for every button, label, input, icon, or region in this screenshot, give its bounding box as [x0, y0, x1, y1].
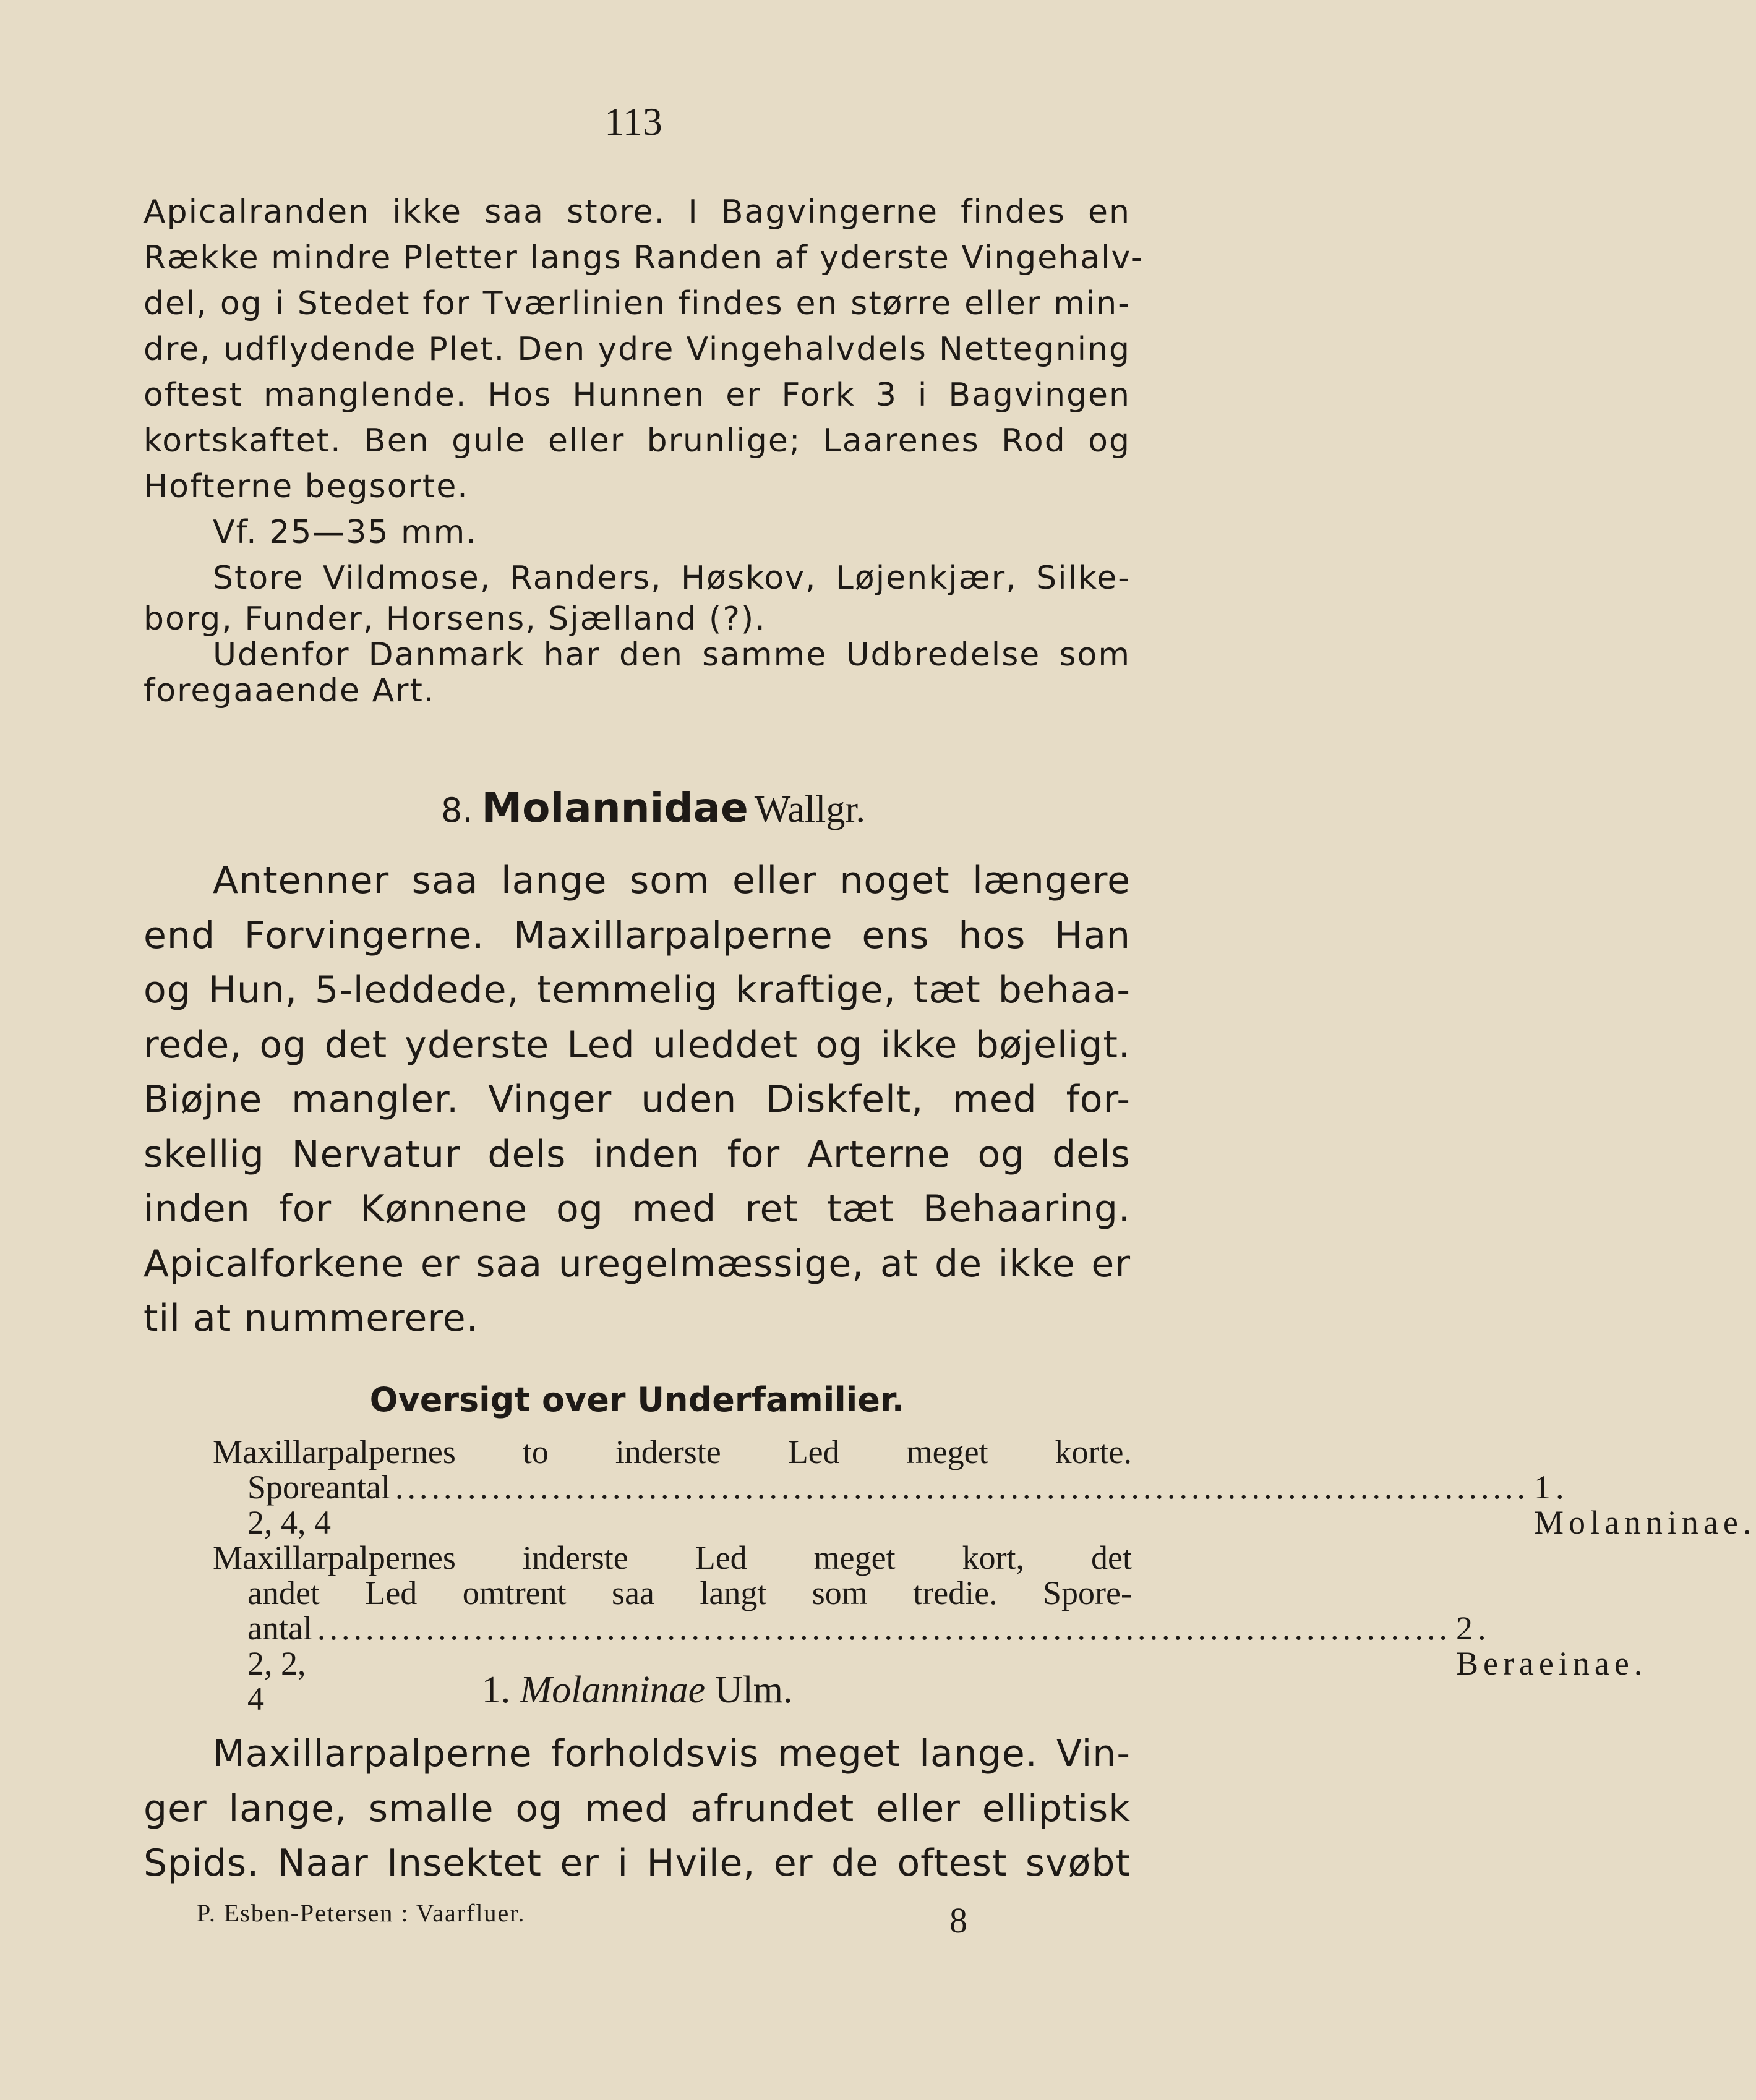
- key-line: Maxillarpalpernes to inderste Led meget korte.: [213, 1433, 1132, 1470]
- text-line: Apicalranden ikke saa store. I Bagvingerne findes en: [143, 194, 1131, 231]
- text-line: til at nummerere.: [143, 1297, 479, 1340]
- page-number: 113: [604, 100, 662, 143]
- key-line: Maxillarpalpernes inderste Led meget kort, det: [213, 1539, 1132, 1576]
- subfamily-heading: [0, 1668, 1274, 1712]
- distribution-line: Udenfor Danmark har den samme Udbredelse som: [213, 636, 1131, 673]
- text-line: Biøjne mangler. Vinger uden Diskfelt, med for-: [143, 1078, 1131, 1121]
- text-line: skellig Nervatur dels inden for Arterne og dels: [143, 1132, 1131, 1176]
- subfamily-number: 1.: [481, 1669, 511, 1711]
- text-line: ger lange, smalle og med afrundet eller elliptisk: [143, 1786, 1131, 1830]
- text-line: og Hun, 5-leddede, temmelig kraftige, tæt behaa-: [143, 968, 1131, 1012]
- text-line: oftest manglende. Hos Hunnen er Fork 3 i Bagvingen: [143, 377, 1131, 414]
- species-description: [143, 189, 1144, 709]
- wing-span-measure: Vf. 25—35 mm.: [213, 514, 478, 551]
- key-heading: Oversigt over Underfamilier.: [369, 1380, 905, 1419]
- footer-author-title: P. Esben-Petersen : Vaarfluer.: [197, 1899, 526, 1927]
- family-description: [143, 853, 1131, 1346]
- subfamily-name: Molanninae: [520, 1669, 706, 1711]
- subfamily-description: [143, 1727, 1131, 1891]
- family-number: 8.: [440, 791, 473, 830]
- key-line: antal 2, 2, 4: [247, 1610, 312, 1717]
- text-line: end Forvingerne. Maxillarpalperne ens hos Han: [143, 913, 1131, 957]
- distribution-line: foregaaende Art.: [143, 672, 435, 709]
- text-line: Apicalforkene er saa uregelmæssige, at de ikke er: [143, 1242, 1131, 1286]
- key-leader-line: [213, 1469, 1756, 1541]
- localities-line: borg, Funder, Horsens, Sjælland (?).: [143, 600, 766, 638]
- text-line: Spids. Naar Insektet er i Hvile, er de oftest svøbt: [143, 1842, 1131, 1885]
- key-line: andet Led omtrent saa langt som tredie. Spore-: [247, 1574, 1132, 1611]
- text-line: Række mindre Pletter langs Randen af yderste Vingehalv-: [143, 239, 1144, 276]
- family-heading: [0, 784, 1306, 832]
- text-line: rede, og det yderste Led uleddet og ikke bøjeligt.: [143, 1023, 1131, 1067]
- dot-leader: ..............................................................................................: [317, 1610, 1451, 1647]
- text-line: Maxillarpalperne forholdsvis meget lange. Vin-: [213, 1732, 1131, 1775]
- dot-leader: ..............................................................................................: [395, 1469, 1529, 1506]
- text-line: Hofterne begsorte.: [143, 468, 469, 505]
- signature-mark: 8: [949, 1900, 967, 1940]
- text-line: kortskaftet. Ben gule eller brunlige; Laarenes Rod og: [143, 422, 1131, 459]
- text-line: del, og i Stedet for Tværlinien findes en større eller min-: [143, 285, 1131, 322]
- text-line: Antenner saa lange som eller noget længere: [213, 859, 1131, 902]
- localities-line: Store Vildmose, Randers, Høskov, Løjenkjær, Silke-: [213, 560, 1131, 597]
- key-result: 1. Molanninae.: [1533, 1469, 1756, 1541]
- text-line: inden for Kønnene og med ret tæt Behaaring.: [143, 1187, 1131, 1231]
- subfamily-author: Ulm.: [714, 1669, 793, 1711]
- key-line: Sporeantal 2, 4, 4: [247, 1469, 390, 1541]
- text-line: dre, udflydende Plet. Den ydre Vingehalvdels Nettegning: [143, 331, 1131, 368]
- family-name: Molannidae: [481, 784, 748, 832]
- family-author: Wallgr.: [754, 788, 866, 830]
- key-result: 2. Beraeinae.: [1455, 1610, 1648, 1682]
